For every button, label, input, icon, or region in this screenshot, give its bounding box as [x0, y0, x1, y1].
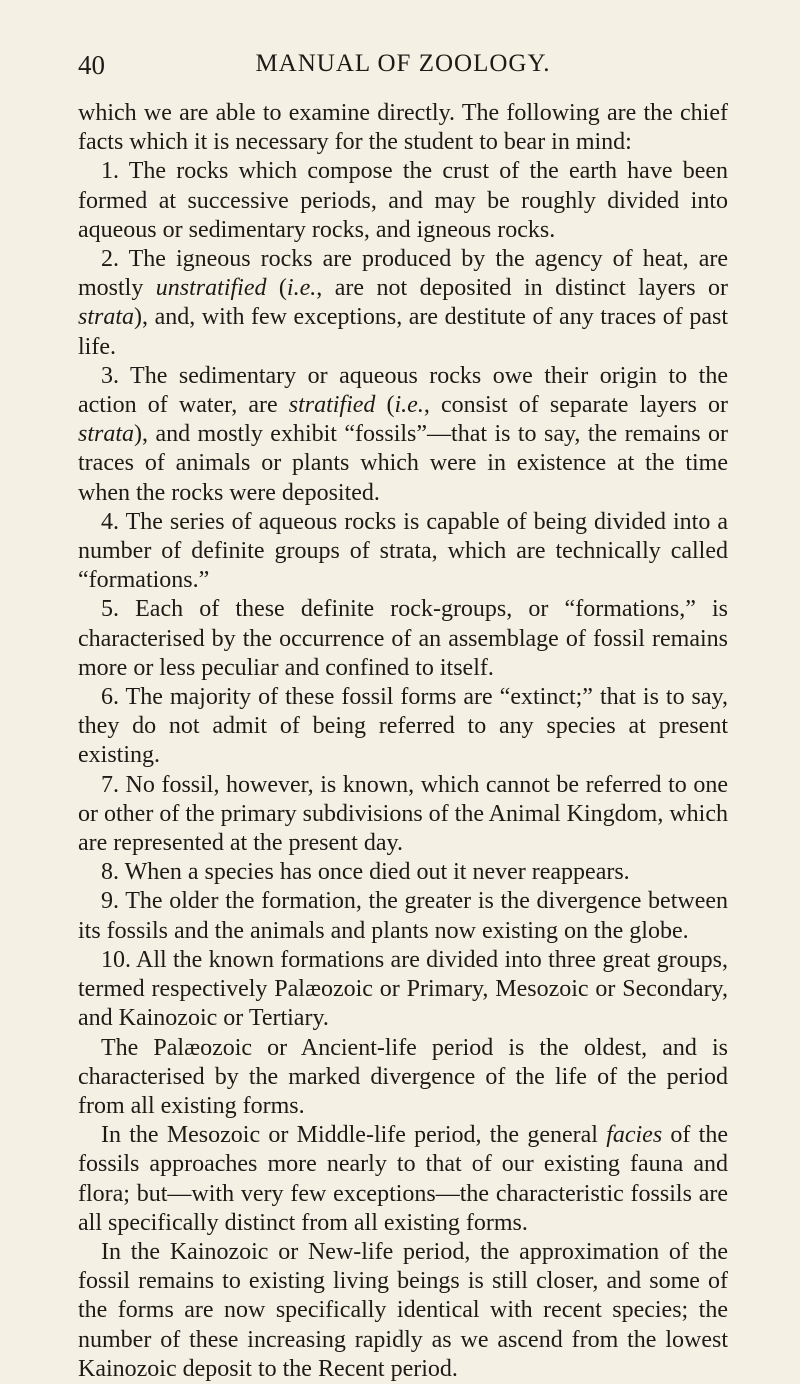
item-3-italic-ie: i.e. [394, 392, 424, 419]
item-3-italic-strata: strata [78, 421, 135, 448]
item-3-text-a: 3. The sedimentary or aqueous rocks owe their origin to the action of water, are [78, 362, 728, 419]
page-header [78, 50, 728, 84]
list-item-2 [78, 245, 728, 362]
item-2-italic-unstratified: unstratified [155, 275, 267, 302]
item-3-text-g: ), and mostly exhibit “fossils”—that is to say, the remains or traces of animals or plants which were in existence at the time when the rocks were deposited. [78, 421, 728, 506]
item-2-text-e: , are not deposited in distinct layers or [316, 275, 728, 302]
mesozoic-italic-facies: facies [606, 1122, 663, 1149]
page-number: 40 [78, 50, 105, 80]
list-item-3 [78, 362, 728, 508]
list-item-8: 8. When a species has once died out it never reappears. [101, 859, 630, 886]
paragraph-mesozoic [78, 1121, 728, 1238]
list-item-1: 1. The rocks which compose the crust of the earth have been formed at successive periods, and may be roughly divided into aqueous or sedimentary rocks, and igneous rocks. [78, 158, 728, 243]
item-2-italic-ie: i.e. [286, 275, 317, 302]
list-item-4: 4. The series of aqueous rocks is capable of being divided into a number of definite groups of strata, which are technically called “formations.” [78, 508, 728, 594]
item-2-italic-strata: strata [78, 304, 135, 331]
list-item-7: 7. No fossil, however, is known, which cannot be referred to one or other of the primary subdivisions of the Animal Kingdom, which are represented at the present day. [78, 771, 728, 857]
mesozoic-text-a: In the Mesozoic or Middle-life period, the general [101, 1122, 607, 1149]
item-2-text-a: 2. The igneous rocks are produced by the agency of heat, are mostly [78, 246, 728, 302]
running-title: MANUAL OF ZOOLOGY. [255, 50, 551, 77]
list-item-9: 9. The older the formation, the greater is the divergence between its fossils and the animals and plants now existing on the globe. [78, 888, 728, 944]
item-3-text-c: ( [375, 392, 395, 419]
list-item-10: 10. All the known formations are divided into three great groups, termed respectively Palæozoic or Primary, Mesozoic or Secondary, and Kainozoic or Tertiary. [78, 946, 728, 1032]
item-3-italic-stratified: stratified [288, 392, 376, 419]
list-item-5: 5. Each of these definite rock-groups, or “formations,” is characterised by the occurrence of an assemblage of fossil remains more or less peculiar and confined to itself. [78, 596, 728, 681]
item-3-text-e: , consist of separate layers or [423, 392, 728, 419]
page-body [78, 99, 728, 1384]
item-2-text-c: ( [266, 275, 287, 302]
intro-paragraph: which we are able to examine directly. The following are the chief facts which it is necessary for the student to bear in mind: [78, 100, 728, 156]
mesozoic-text-c: of the fossils approaches more nearly to that of our existing fauna and flora; but—with very few exceptions—the characteristic fossils are all specifically distinct from all existing forms. [78, 1122, 728, 1236]
list-item-6: 6. The majority of these fossil forms are “extinct;” that is to say, they do not admit of being referred to any species at present existing. [78, 684, 728, 769]
paragraph-kainozoic: In the Kainozoic or New-life period, the approximation of the fossil remains to existing living beings is still closer, and some of the forms are now specifically identical with recent species; the number of these increasing rapidly as we ascend from the lowest Kainozoic deposit to the Recent period. [78, 1238, 728, 1382]
paragraph-palaeozoic: The Palæozoic or Ancient-life period is the oldest, and is characterised by the marked divergence of the life of the period from all existing forms. [78, 1034, 728, 1119]
item-2-text-g: ), and, with few exceptions, are destitute of any traces of past life. [78, 304, 728, 360]
